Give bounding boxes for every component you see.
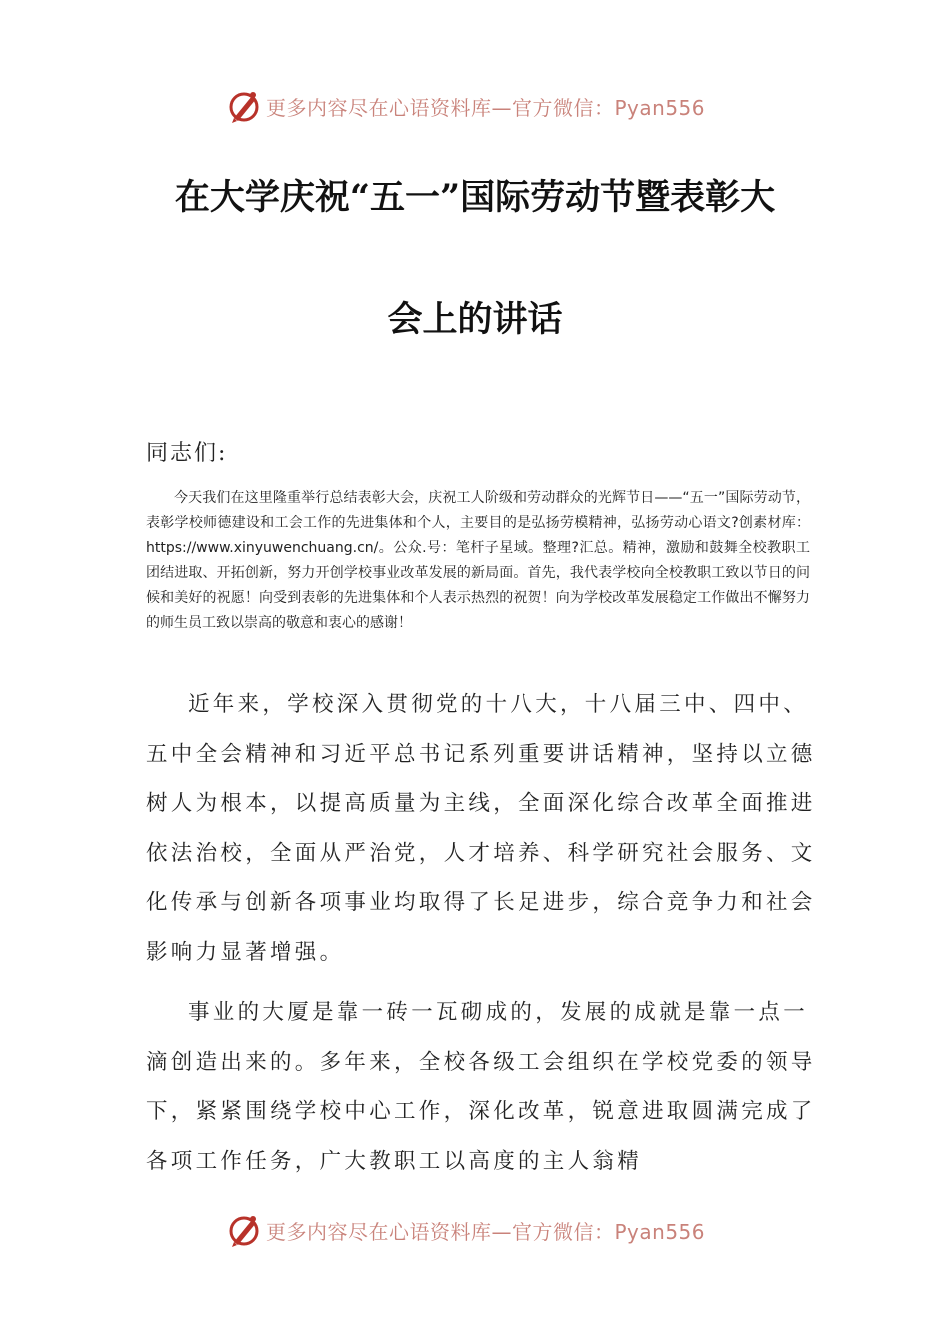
intro-paragraph: 今天我们在这里隆重举行总结表彰大会，庆祝工人阶级和劳动群众的光辉节日——“五一”国际劳动节，表彰学校师德建设和工会工作的先进集体和个人，主要目的是弘扬劳模精神，弘扬劳动心语文?创素材库：https://www.xinyuwenchuang.cn/。公众.号：笔杆子星域。整理?汇总。精神，激励和鼓舞全校教职工团结进取、开拓创新，努力开创学校事业改革发展的新局面。首先，我代表学校向全校教职工致以节日的问候和美好的祝愿！向受到表彰的先进集体和个人表示热烈的祝贺！向为学校改革发展稳定工作做出不懈努力的师生员工致以崇高的敬意和衷心的感谢！ [146, 490, 810, 631]
document-title-line-2: 会上的讲话 [387, 299, 563, 340]
watermark-banner-top [226, 84, 705, 128]
greeting: 同志们: [146, 441, 228, 466]
body-paragraph-union-work: 事业的大厦是靠一砖一瓦砌成的，发展的成就是靠一点一滴创造出来的。多年来，全校各级工会组织在学校党委的领导下，紧紧围绕学校中心工作，深化改革，锐意进取圆满完成了各项工作任务，广大教职工以高度的主人翁精 [146, 1000, 816, 1174]
body-paragraph-achievements: 近年来，学校深入贯彻党的十八大，十八届三中、四中、五中全会精神和习近平总书记系列重要讲话精神，坚持以立德树人为根本，以提高质量为主线，全面深化综合改革全面推进依法治校，全面从严治党，人才培养、科学研究社会服务、文化传承与创新各项事业均取得了长足进步，综合竞争力和社会影响力显著增强。 [146, 692, 816, 965]
pen-circle-logo-icon [226, 1212, 262, 1248]
document-title-line-1: 在大学庆祝“五一”国际劳动节暨表彰大 [174, 177, 776, 218]
watermark-banner-bottom [226, 1208, 705, 1252]
pen-circle-logo-icon [226, 88, 262, 124]
watermark-text: 更多内容尽在心语资料库—官方微信：Pyan556 [266, 1219, 706, 1244]
watermark-text: 更多内容尽在心语资料库—官方微信：Pyan556 [266, 95, 706, 120]
